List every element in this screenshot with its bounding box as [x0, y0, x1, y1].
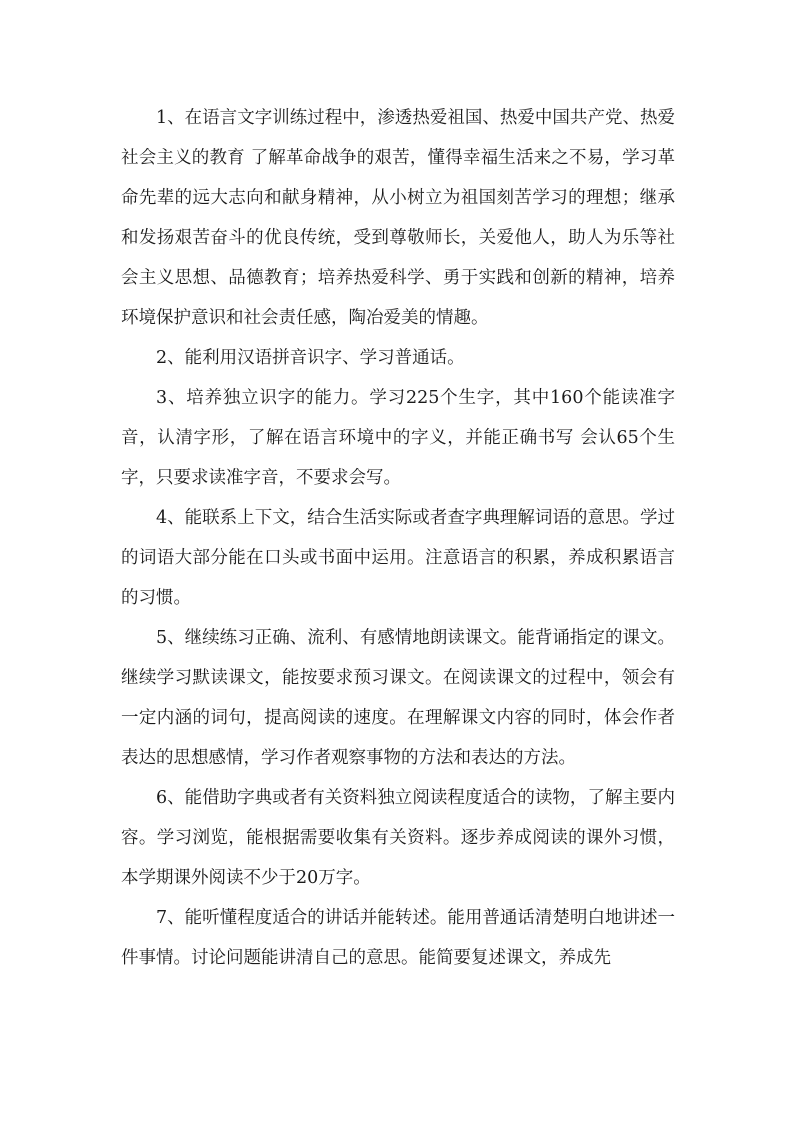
paragraph-6: 6、能借助字典或者有关资料独立阅读程度适合的读物，了解主要内容。学习浏览，能根据需要收集有关资料。逐步养成阅读的课外习惯，本学期课外阅读不少于20万字。 [121, 788, 675, 888]
paragraph-5: 5、继续练习正确、流利、有感情地朗读课文。能背诵指定的课文。继续学习默读课文，能按要求预习课文。在阅读课文的过程中，领会有一定内涵的词句，提高阅读的速度。在理解课文内容的同时，体会作者表达的思想感情，学习作者观察事物的方法和表达的方法。 [121, 628, 675, 768]
paragraph-1: 1、在语言文字训练过程中，渗透热爱祖国、热爱中国共产党、热爱社会主义的教育 了解革命战争的艰苦，懂得幸福生活来之不易，学习革命先辈的远大志向和献身精神，从小树立为祖国刻苦学习的理想；继承和发扬艰苦奋斗的优良传统，受到尊敬师长，关爱他人，助人为乐等社会主义思想、品德教育；培养热爱科学、勇于实践和创新的精神，培养环境保护意识和社会责任感，陶冶爱美的情趣。 [121, 108, 675, 328]
document-page [121, 98, 675, 978]
paragraph-4: 4、能联系上下文，结合生活实际或者查字典理解词语的意思。学过的词语大部分能在口头或书面中运用。注意语言的积累，养成积累语言的习惯。 [121, 508, 675, 608]
paragraph-2: 2、能利用汉语拼音识字、学习普通话。 [156, 348, 465, 368]
paragraph-7: 7、能听懂程度适合的讲话并能转述。能用普通话清楚明白地讲述一件事情。讨论问题能讲清自己的意思。能简要复述课文，养成先 [121, 908, 675, 968]
paragraph-3: 3、培养独立识字的能力。学习225个生字，其中160个能读准字音，认清字形，了解在语言环境中的字义，并能正确书写 会认65个生字，只要求读准字音，不要求会写。 [121, 388, 675, 488]
